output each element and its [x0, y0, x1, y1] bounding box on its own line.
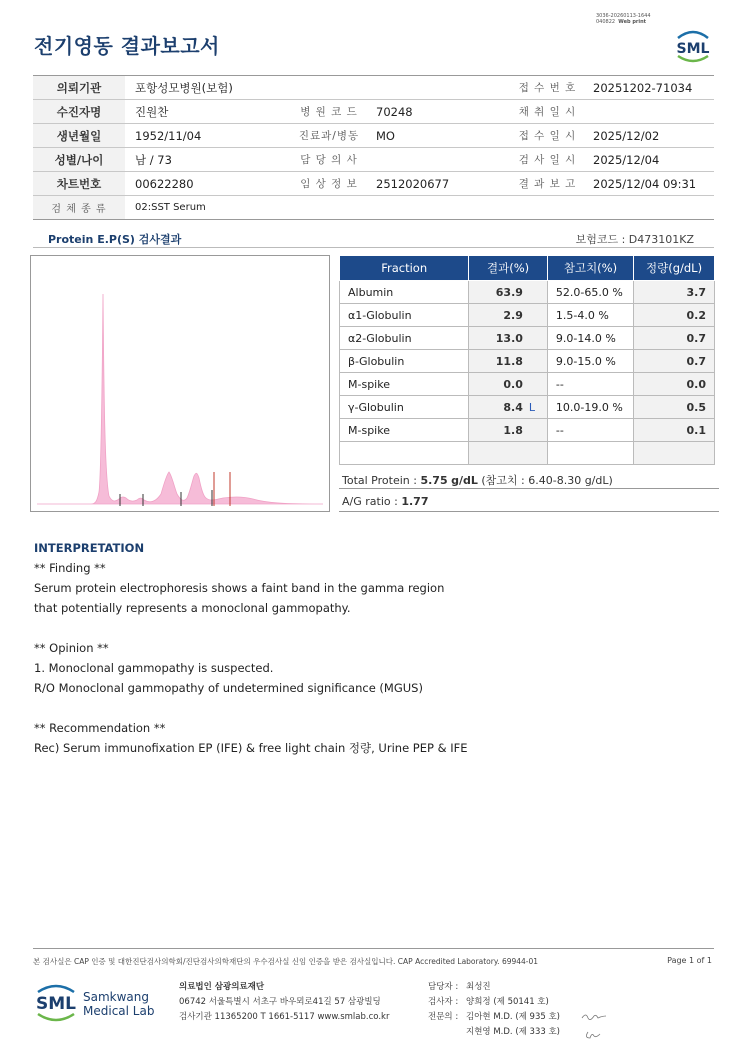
info-label: 접 수 번 호: [518, 82, 577, 94]
fraction-name: [340, 396, 469, 419]
interpretation-line: Serum protein electrophoresis shows a faint band in the gamma region: [34, 581, 445, 595]
info-label: 임 상 정 보: [300, 178, 358, 190]
amount-value-text: 3.7: [686, 285, 706, 299]
divider: [339, 511, 719, 512]
footer-logo-name1: Samkwang: [83, 990, 149, 1004]
insurance-code: 보험코드 : D473101KZ: [575, 233, 694, 246]
trace-area: [37, 294, 323, 504]
info-value: 20251202-71034: [593, 80, 693, 95]
signature-icon: [578, 1010, 608, 1040]
amount-value-text: 0.5: [686, 400, 706, 414]
fraction-name: [340, 327, 469, 350]
reference-range: [547, 281, 633, 304]
interpretation-line: that potentially represents a monoclonal gammopathy.: [34, 601, 351, 615]
info-value: 2025/12/04: [593, 152, 660, 167]
fraction-name-text: α2-Globulin: [348, 331, 412, 345]
info-label: 진료과/병동: [298, 130, 360, 142]
fraction-name: [340, 350, 469, 373]
reference-range: [547, 327, 633, 350]
fraction-name-text: α1-Globulin: [348, 308, 412, 322]
info-label: 결 과 보 고: [518, 178, 577, 190]
reference-range-text: 9.0-14.0 %: [555, 331, 616, 345]
page-title: 전기영동 결과보고서: [34, 34, 220, 58]
fraction-name: [340, 304, 469, 327]
electrophoresis-trace: [30, 255, 330, 512]
staff-name: 양희정 (제 50141 호): [466, 997, 549, 1007]
info-value: 2025/12/04 09:31: [593, 176, 697, 191]
result-value-text: 1.8: [503, 423, 523, 437]
info-label: 수진자명: [33, 100, 125, 123]
info-value: 포항성모병원(보험): [135, 80, 233, 95]
total-protein-unit: g/dL: [451, 474, 478, 487]
result-row: [340, 281, 715, 304]
amount-value: [634, 350, 715, 373]
section-divider: [33, 247, 714, 248]
info-value: 진원찬: [135, 104, 169, 119]
result-value-text: 13.0: [495, 331, 523, 345]
amount-value-text: 0.1: [686, 423, 706, 437]
organization-info: [179, 980, 389, 1025]
fraction-name-text: M-spike: [348, 377, 390, 391]
info-row: [33, 124, 714, 148]
page-number: Page 1 of 1: [667, 956, 712, 965]
interpretation-line: [34, 698, 467, 718]
interpretation-line: ** Finding **: [34, 561, 106, 575]
info-row: [33, 172, 714, 196]
staff-role: 전문의 :: [428, 1012, 459, 1022]
result-value-text: 8.4: [503, 400, 523, 414]
total-protein-ref: (참고치 : 6.40-8.30 g/dL): [481, 474, 613, 487]
total-protein-label: Total Protein :: [342, 474, 417, 487]
amount-value: [634, 396, 715, 419]
info-label: 검 체 종 류: [33, 196, 125, 219]
info-row: [33, 148, 714, 172]
result-value: [469, 373, 548, 396]
result-value-text: 0.0: [503, 377, 523, 391]
fraction-name-text: Albumin: [348, 285, 394, 299]
result-value: [469, 327, 548, 350]
reference-range-text: --: [555, 423, 564, 437]
info-label: 생년월일: [33, 124, 125, 147]
staff-name: 지현영 M.D. (제 333 호): [466, 1027, 561, 1037]
interpretation-line: R/O Monoclonal gammopathy of undetermined significance (MGUS): [34, 681, 423, 695]
info-label: 검 사 일 시: [518, 154, 577, 166]
staff-role: 담당자 :: [428, 982, 459, 992]
result-value: [469, 281, 548, 304]
result-row: [340, 442, 715, 465]
samkwang-logo-icon: [36, 982, 156, 1022]
staff-role: 검사자 :: [428, 997, 459, 1007]
result-row: [340, 419, 715, 442]
result-value: [469, 350, 548, 373]
info-label: 병 원 코 드: [300, 106, 358, 118]
staff-row: [428, 980, 560, 995]
info-label: 성별/나이: [33, 148, 125, 171]
trace-svg: [31, 256, 329, 511]
info-value: 70248: [376, 104, 413, 119]
amount-value: [634, 304, 715, 327]
result-value: [469, 442, 548, 465]
interpretation-line: ** Opinion **: [34, 641, 109, 655]
amount-value-text: 0.7: [686, 331, 706, 345]
result-row: [340, 396, 715, 419]
ag-ratio-value: 1.77: [401, 495, 429, 508]
reference-range: [547, 350, 633, 373]
interpretation-line: ** Recommendation **: [34, 721, 166, 735]
amount-value: [634, 419, 715, 442]
footer-divider: [33, 948, 714, 949]
info-label: 채 취 일 시: [518, 106, 577, 118]
fraction-name-text: β-Globulin: [348, 354, 405, 368]
section-title: Protein E.P(S) 검사결과: [48, 233, 182, 246]
org-name: 의료법인 삼광의료재단: [179, 982, 265, 992]
accreditation-note: 본 검사실은 CAP 인증 및 대한진단검사의학회/진단검사의학재단의 우수검사실 신임 인증을 받은 검사실입니다. CAP Accredited Laboratory. 69944-01: [33, 957, 539, 966]
reference-range: [547, 396, 633, 419]
interpretation: [34, 538, 467, 758]
col-amount: 정량(g/dL): [634, 256, 715, 281]
reference-range-text: 9.0-15.0 %: [555, 354, 616, 368]
total-protein-value: 5.75: [420, 474, 448, 487]
fraction-name: [340, 442, 469, 465]
staff-name: 최성진: [466, 982, 491, 992]
result-value: [469, 304, 548, 327]
staff-info: [428, 980, 560, 1040]
amount-value-text: 0.7: [686, 354, 706, 368]
reference-range: [547, 304, 633, 327]
info-value: 2512020677: [376, 176, 450, 191]
reference-range: [547, 442, 633, 465]
amount-value: [634, 442, 715, 465]
reference-range-text: 10.0-19.0 %: [555, 400, 623, 414]
amount-value-text: 0.2: [686, 308, 706, 322]
info-value: MO: [376, 128, 395, 143]
info-value: 02:SST Serum: [135, 202, 206, 213]
info-value: 2025/12/02: [593, 128, 660, 143]
result-row: [340, 350, 715, 373]
interpretation-line: Rec) Serum immunofixation EP (IFE) & free light chain 정량, Urine PEP & IFE: [34, 741, 468, 755]
doc-code-line1: 3036-20260113-1644: [596, 13, 651, 19]
ag-ratio-label: A/G ratio :: [342, 495, 398, 508]
reference-range-text: 52.0-65.0 %: [555, 285, 623, 299]
result-value: [469, 396, 548, 419]
org-address: 06742 서울특별시 서초구 바우뫼로41길 57 삼광빌딩: [179, 997, 381, 1007]
doc-code-web-print: Web print: [618, 19, 647, 25]
staff-row: [428, 1025, 560, 1040]
ag-ratio: [342, 495, 428, 508]
fraction-name-text: M-spike: [348, 423, 390, 437]
reference-range: [547, 419, 633, 442]
footer-logo-name2: Medical Lab: [83, 1004, 155, 1018]
col-reference: 참고치(%): [547, 256, 633, 281]
result-row: [340, 327, 715, 350]
org-contact: 검사기관 11365200 T 1661-5117 www.smlab.co.kr: [179, 1012, 390, 1022]
logo-top-text: SML: [676, 41, 710, 57]
staff-row: [428, 995, 560, 1010]
col-result: 결과(%): [469, 256, 548, 281]
info-row: [33, 196, 714, 220]
amount-value: [634, 281, 715, 304]
fraction-name: [340, 419, 469, 442]
info-label: 접 수 일 시: [518, 130, 577, 142]
info-value: 남 / 73: [135, 152, 172, 167]
col-fraction: Fraction: [340, 256, 469, 281]
fraction-name: [340, 281, 469, 304]
footer-logo-main: SML: [36, 994, 76, 1014]
results-table: [339, 255, 715, 465]
info-row: [33, 100, 714, 124]
divider: [339, 488, 719, 489]
info-label: 담 당 의 사: [300, 154, 358, 166]
total-protein: [342, 472, 613, 488]
results-header-row: [340, 256, 715, 281]
reference-range-text: 1.5-4.0 %: [555, 308, 609, 322]
interpretation-line: 1. Monoclonal gammopathy is suspected.: [34, 661, 274, 675]
patient-info-table: [33, 75, 714, 220]
reference-range: [547, 373, 633, 396]
info-value: 1952/11/04: [135, 128, 202, 143]
amount-value-text: 0.0: [686, 377, 706, 391]
interpretation-line: [34, 618, 467, 638]
fraction-name-text: γ-Globulin: [348, 400, 404, 414]
result-flag: L: [528, 400, 536, 414]
result-row: [340, 304, 715, 327]
document-code: [596, 13, 666, 25]
result-value-text: 11.8: [495, 354, 523, 368]
result-value-text: 2.9: [503, 308, 523, 322]
info-value: 00622280: [135, 176, 194, 191]
result-value-text: 63.9: [495, 285, 523, 299]
info-row: [33, 76, 714, 100]
sml-logo-icon: [672, 26, 714, 64]
info-label: 차트번호: [33, 172, 125, 195]
fraction-name: [340, 373, 469, 396]
reference-range-text: --: [555, 377, 564, 391]
doc-code-line2a: 040822: [596, 19, 616, 25]
result-row: [340, 373, 715, 396]
amount-value: [634, 327, 715, 350]
interpretation-heading: INTERPRETATION: [34, 541, 145, 555]
staff-name: 김아현 M.D. (제 935 호): [466, 1012, 561, 1022]
amount-value: [634, 373, 715, 396]
result-value: [469, 419, 548, 442]
info-label: 의뢰기관: [33, 76, 125, 99]
staff-row: [428, 1010, 560, 1025]
